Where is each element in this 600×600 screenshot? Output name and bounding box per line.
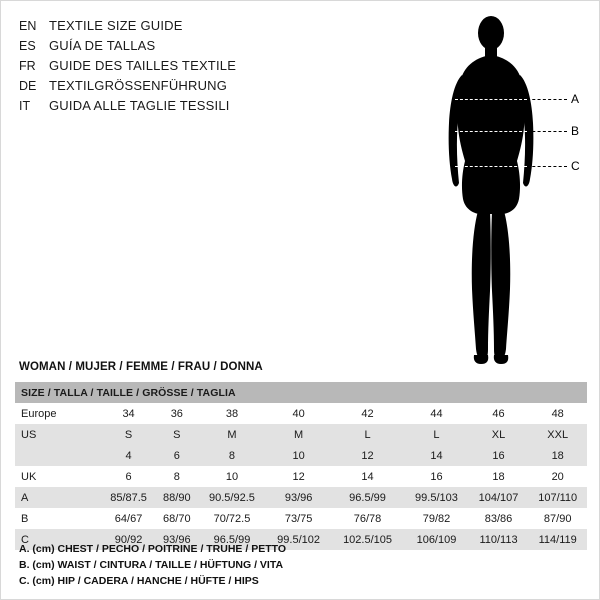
language-row — [19, 96, 349, 116]
cell: 96.5/99 — [349, 491, 386, 504]
cell: 70/72.5 — [213, 512, 251, 525]
chest-measure-line — [455, 99, 527, 100]
language-code: FR — [19, 59, 36, 73]
table-header-row — [15, 382, 587, 403]
table-row — [15, 445, 587, 466]
cell: 110/113 — [479, 533, 518, 546]
row-label: Europe — [21, 407, 57, 420]
cell: 104/107 — [478, 491, 519, 504]
cell: 18 — [492, 470, 505, 483]
measure-label-c: C — [571, 159, 580, 173]
measure-label-b: B — [571, 124, 580, 138]
cell: 8 — [228, 449, 236, 462]
cell: 99.5/102 — [277, 533, 320, 546]
cell: 14 — [361, 470, 374, 483]
cell: 64/67 — [114, 512, 143, 525]
cell: 14 — [430, 449, 443, 462]
cell: 44 — [430, 407, 443, 420]
cell: 12 — [292, 470, 305, 483]
cell: 79/82 — [422, 512, 451, 525]
cell: 99.5/103 — [415, 491, 458, 504]
cell: 107/110 — [538, 491, 578, 504]
cell: S — [124, 428, 133, 441]
row-label: UK — [21, 470, 37, 483]
language-row — [19, 76, 349, 96]
table-row — [15, 466, 587, 487]
cell: 90/92 — [114, 533, 143, 546]
cell: 4 — [125, 449, 132, 462]
cell: 83/86 — [484, 512, 513, 525]
figure-illustration — [421, 11, 591, 376]
cell: 42 — [361, 407, 374, 420]
cell: 114/119 — [538, 533, 577, 546]
language-title: GUIDA ALLE TAGLIE TESSILI — [49, 98, 230, 113]
cell: 90.5/92.5 — [209, 491, 255, 504]
female-silhouette-icon — [421, 11, 591, 376]
measure-label-a: A — [571, 92, 580, 106]
cell: 68/70 — [163, 512, 191, 525]
cell: L — [433, 428, 440, 441]
language-title: GUIDE DES TAILLES TEXTILE — [49, 58, 237, 73]
cell: 38 — [225, 407, 239, 420]
section-title-woman: WOMAN / MUJER / FEMME / FRAU / DONNA — [19, 361, 263, 373]
cell: 93/96 — [284, 491, 313, 504]
table-row — [15, 487, 587, 508]
row-label — [15, 445, 101, 466]
language-code: IT — [19, 99, 31, 113]
cell: L — [364, 428, 371, 441]
waist-measure-line — [455, 131, 527, 132]
legend-line-a: A. (cm) CHEST / PECHO / POITRINE / TRUHE / PETTO — [19, 543, 287, 555]
legend-line-b: B. (cm) WAIST / CINTURA / TAILLE / HÜFTUNG / VITA — [19, 559, 284, 571]
cell: 73/75 — [284, 512, 313, 525]
cell: 48 — [551, 407, 564, 420]
cell: 88/90 — [163, 491, 191, 504]
cell: 36 — [170, 407, 183, 420]
hip-measure-leader — [527, 166, 567, 167]
cell: 6 — [125, 470, 132, 483]
cell: 20 — [551, 470, 564, 483]
language-row — [19, 36, 349, 56]
cell: 40 — [292, 407, 305, 420]
cell: 34 — [122, 407, 135, 420]
table-row — [15, 403, 587, 424]
row-label: B — [21, 512, 29, 525]
cell: M — [227, 428, 237, 441]
language-title: GUÍA DE TALLAS — [49, 38, 156, 53]
table-row — [15, 424, 587, 445]
table-row — [15, 508, 587, 529]
measurement-legend — [19, 541, 579, 589]
table-header-label: SIZE / TALLA / TAILLE / GRÖSSE / TAGLIA — [21, 386, 236, 399]
language-header-block — [19, 16, 349, 116]
language-title: TEXTILGRÖSSENFÜHRUNG — [49, 78, 228, 93]
legend-line-c: C. (cm) HIP / CADERA / HANCHE / HÜFTE / HIPS — [19, 575, 259, 587]
chest-measure-leader — [527, 99, 567, 100]
language-code: DE — [19, 79, 37, 93]
cell: XL — [491, 428, 506, 441]
cell: 87/90 — [543, 512, 572, 525]
row-label: US — [21, 428, 37, 441]
cell: 6 — [173, 449, 180, 462]
language-code: ES — [19, 39, 36, 53]
cell: 106/109 — [416, 533, 457, 546]
language-title: TEXTILE SIZE GUIDE — [49, 18, 183, 33]
size-table — [15, 382, 587, 550]
cell: 18 — [551, 449, 564, 462]
row-label: C — [21, 533, 29, 546]
cell: S — [173, 428, 181, 441]
row-label: A — [21, 491, 29, 504]
language-row — [19, 56, 349, 76]
cell: 96.5/99 — [213, 533, 251, 546]
cell: M — [294, 428, 304, 441]
cell: 93/96 — [163, 533, 191, 546]
cell: 16 — [430, 470, 443, 483]
cell: 10 — [292, 449, 305, 462]
cell: 76/78 — [353, 512, 382, 525]
language-code: EN — [19, 19, 37, 33]
waist-measure-leader — [527, 131, 567, 132]
cell: 102.5/105 — [343, 533, 392, 546]
cell: 12 — [361, 449, 374, 462]
cell: 85/87.5 — [110, 491, 147, 504]
cell: 46 — [492, 407, 505, 420]
cell: 16 — [492, 449, 505, 462]
language-row — [19, 16, 349, 36]
cell: 10 — [225, 470, 239, 483]
hip-measure-line — [455, 166, 527, 167]
cell: XXL — [547, 428, 569, 441]
cell: 8 — [173, 470, 180, 483]
